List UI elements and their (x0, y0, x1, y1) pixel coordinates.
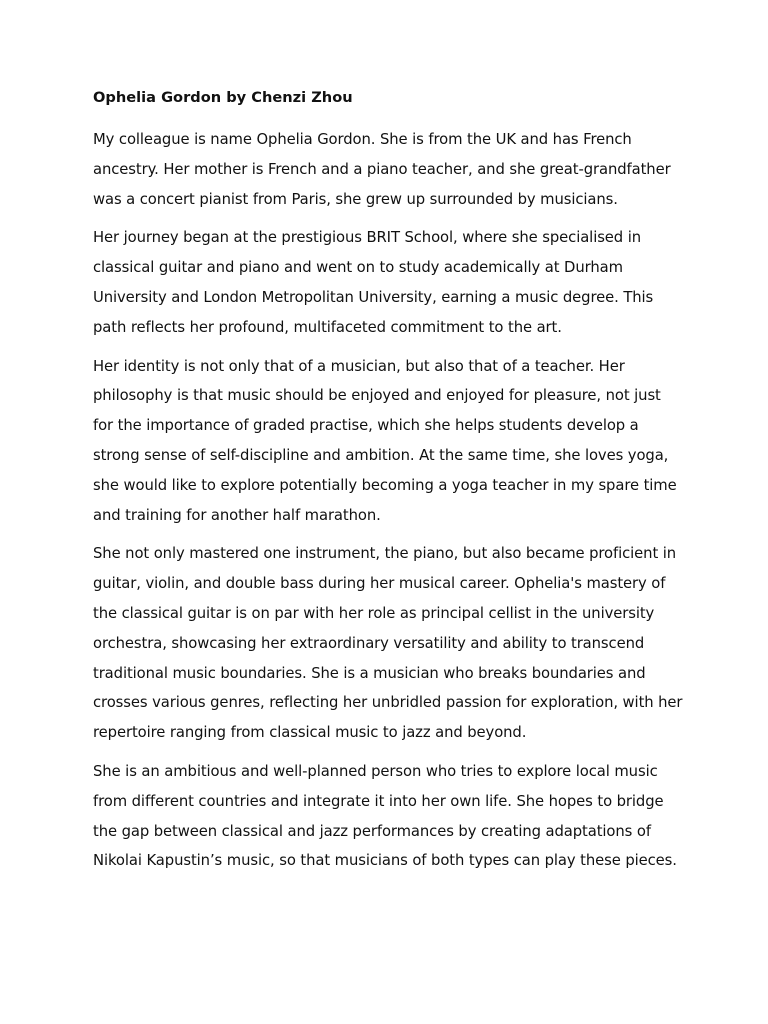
paragraph-education: Her journey began at the prestigious BRIT School, where she specialised in classical guitar and piano and went on to study academically at Durham University and London Metropolitan University, earning a music degree. This path reflects her profound, multifaceted commitment to the art. (93, 229, 654, 336)
paragraph-ambitions: She is an ambitious and well-planned person who tries to explore local music from different countries and integrate it into her own life. She hopes to bridge the gap between classical and jazz performances by creating adaptations of Nikolai Kapustin’s music, so that musicians of both types can play these pieces. (93, 762, 677, 870)
paragraph-background: My colleague is name Ophelia Gordon. She is from the UK and has French ancestry. Her mother is French and a piano teacher, and she great-grandfather was a concert pianist from Paris, she grew up surrounded by musicians. (93, 131, 671, 208)
paragraph-teaching: Her identity is not only that of a musician, but also that of a teacher. Her philosophy is that music should be enjoyed and enjoyed for pleasure, not just for the importance of graded practise, which she helps students develop a strong sense of self-discipline and ambition. At the same time, she loves yoga, she would like to explore potentially becoming a yoga teacher in my spare time and training for another half marathon. (93, 357, 677, 524)
paragraph-instruments: She not only mastered one instrument, the piano, but also became proficient in guitar, violin, and double bass during her musical career. Ophelia's mastery of the classical guitar is on par with her role as principal cellist in the university orchestra, showcasing her extraordinary versatility and ability to transcend traditional music boundaries. She is a musician who breaks boundaries and crosses various genres, reflecting her unbridled passion for exploration, with her repertoire ranging from classical music to jazz and beyond. (93, 545, 683, 742)
document-page (93, 86, 683, 885)
document-title: Ophelia Gordon by Chenzi Zhou (93, 89, 353, 106)
